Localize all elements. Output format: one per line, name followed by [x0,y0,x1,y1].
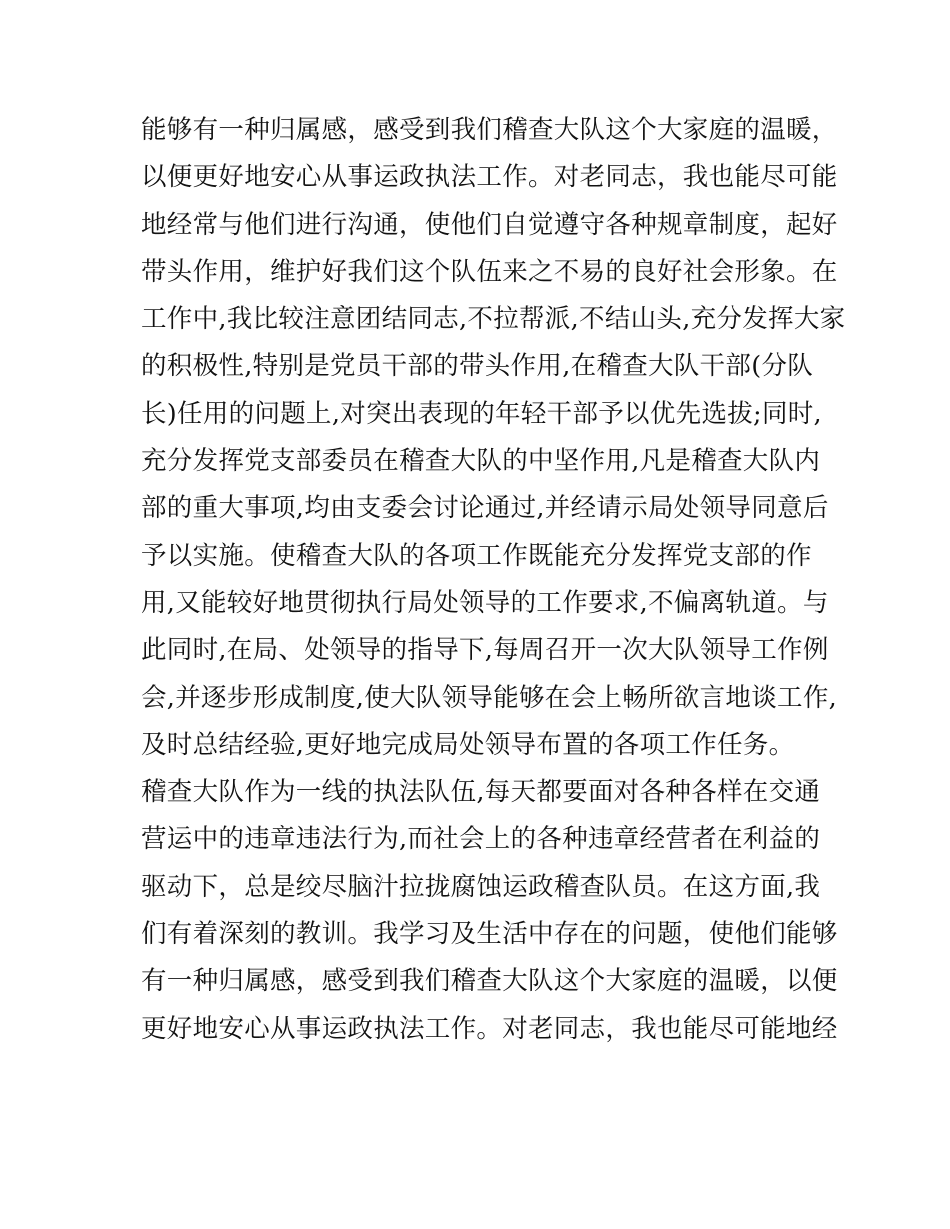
text-line: 驱动下，总是绞尽脑汁拉拢腐蚀运政稽查队员。在这方面,我 [141,871,821,902]
text-line: 部的重大事项,均由支委会讨论通过,并经请示局处领导同意后 [141,493,829,524]
text-line: 用,又能较好地贯彻执行局处领导的工作要求,不偏离轨道。与 [141,587,829,618]
text-line: 稽查大队作为一线的执法队伍,每天都要面对各种各样在交通 [141,777,821,808]
text-line: 予以实施。使稽查大队的各项工作既能充分发挥党支部的作 [141,540,812,571]
text-line: 地经常与他们进行沟通，使他们自觉遵守各种规章制度，起好 [141,209,838,240]
text-line: 有一种归属感，感受到我们稽查大队这个大家庭的温暖，以便 [141,966,838,997]
text-line: 的积极性,特别是党员干部的带头作用,在稽查大队干部(分队 [141,351,814,382]
text-line: 更好地安心从事运政执法工作。对老同志，我也能尽可能地经 [141,1013,838,1044]
text-line: 充分发挥党支部委员在稽查大队的中坚作用,凡是稽查大队内 [141,446,821,477]
text-line: 们有着深刻的教训。我学习及生活中存在的问题，使他们能够 [141,919,838,950]
text-line: 会,并逐步形成制度,使大队领导能够在会上畅所欲言地谈工作, [141,682,838,713]
text-line: 此同时,在局、处领导的指导下,每周召开一次大队领导工作例 [141,635,829,666]
text-line: 营运中的违章违法行为,而社会上的各种违章经营者在利益的 [141,824,821,855]
text-line: 带头作用，维护好我们这个队伍来之不易的良好社会形象。在 [141,256,838,287]
text-line: 工作中,我比较注意团结同志,不拉帮派,不结山头,充分发挥大家 [141,304,846,335]
body-text [141,107,846,1053]
text-line: 长)任用的问题上,对突出表现的年轻干部予以优先选拔;同时, [141,398,822,429]
text-line: 能够有一种归属感，感受到我们稽查大队这个大家庭的温暖， [141,115,838,145]
text-line: 及时总结经验,更好地完成局处领导布置的各项工作任务。 [141,729,795,760]
text-line: 以便更好地安心从事运政执法工作。对老同志，我也能尽可能 [141,162,838,193]
